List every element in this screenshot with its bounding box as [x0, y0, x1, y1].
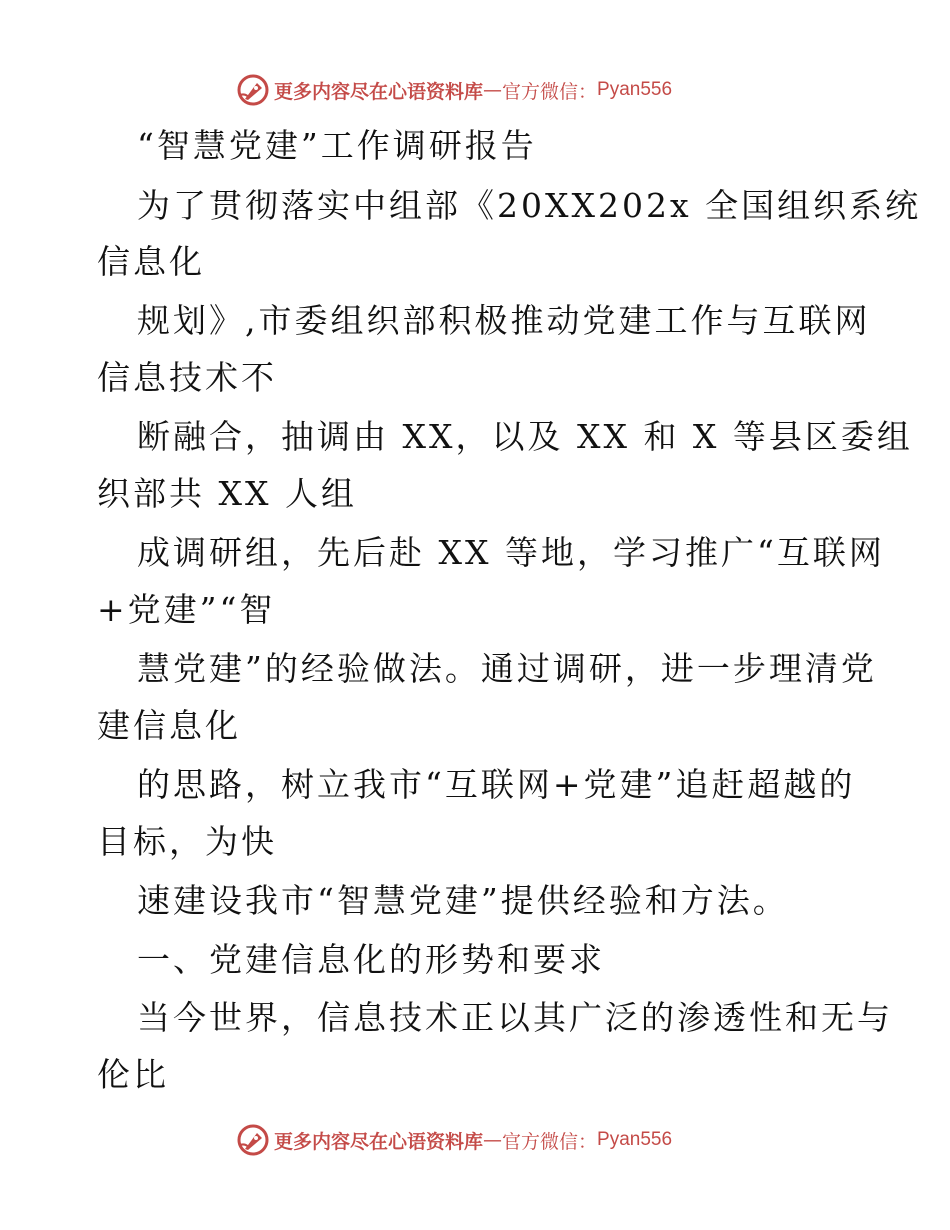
text-line: 速建设我市“智慧党建”提供经验和方法。 [137, 881, 789, 920]
text-line: 信息化 [97, 242, 205, 281]
watermark-site-name: 更多内容尽在心语资料库 [274, 80, 484, 103]
footer-watermark [236, 1123, 672, 1157]
text-line: +党建”“智 [97, 590, 276, 629]
text-line: 的思路，树立我市“互联网+党建”追赶超越的 [137, 765, 856, 804]
pen-nib-circle-icon [236, 1123, 270, 1157]
text-line: 规划》,市委组织部积极推动党建工作与互联网 [137, 301, 871, 340]
watermark-wechat-label: 官方微信： [502, 1130, 598, 1153]
text-line: 伦比 [97, 1055, 169, 1094]
header-watermark [236, 73, 672, 107]
document-title: “智慧党建”工作调研报告 [137, 126, 537, 165]
text-line: 建信息化 [97, 706, 241, 745]
text-line: 当今世界，信息技术正以其广泛的渗透性和无与 [137, 998, 893, 1037]
section-heading: 一、党建信息化的形势和要求 [137, 940, 605, 979]
text-line: 目标，为快 [97, 822, 277, 861]
text-line: 成调研组，先后赴 XX 等地，学习推广“互联网 [137, 533, 885, 572]
watermark-wechat-label: 官方微信： [502, 80, 598, 103]
pen-nib-circle-icon [236, 73, 270, 107]
watermark-wechat-id: Pyan556 [597, 1129, 673, 1150]
text-line: 断融合，抽调由 XX，以及 XX 和 X 等县区委组 [137, 417, 913, 456]
text-line: 为了贯彻落实中组部《20XX202x 全国组织系统 [137, 186, 922, 225]
text-line: 织部共 XX 人组 [97, 474, 357, 513]
watermark-wechat-id: Pyan556 [597, 79, 673, 100]
text-line: 信息技术不 [97, 358, 277, 397]
text-line: 慧党建”的经验做法。通过调研，进一步理清党 [137, 649, 877, 688]
watermark-site-name: 更多内容尽在心语资料库 [274, 1130, 484, 1153]
watermark-separator: — [483, 1129, 503, 1151]
watermark-separator: — [483, 79, 503, 101]
